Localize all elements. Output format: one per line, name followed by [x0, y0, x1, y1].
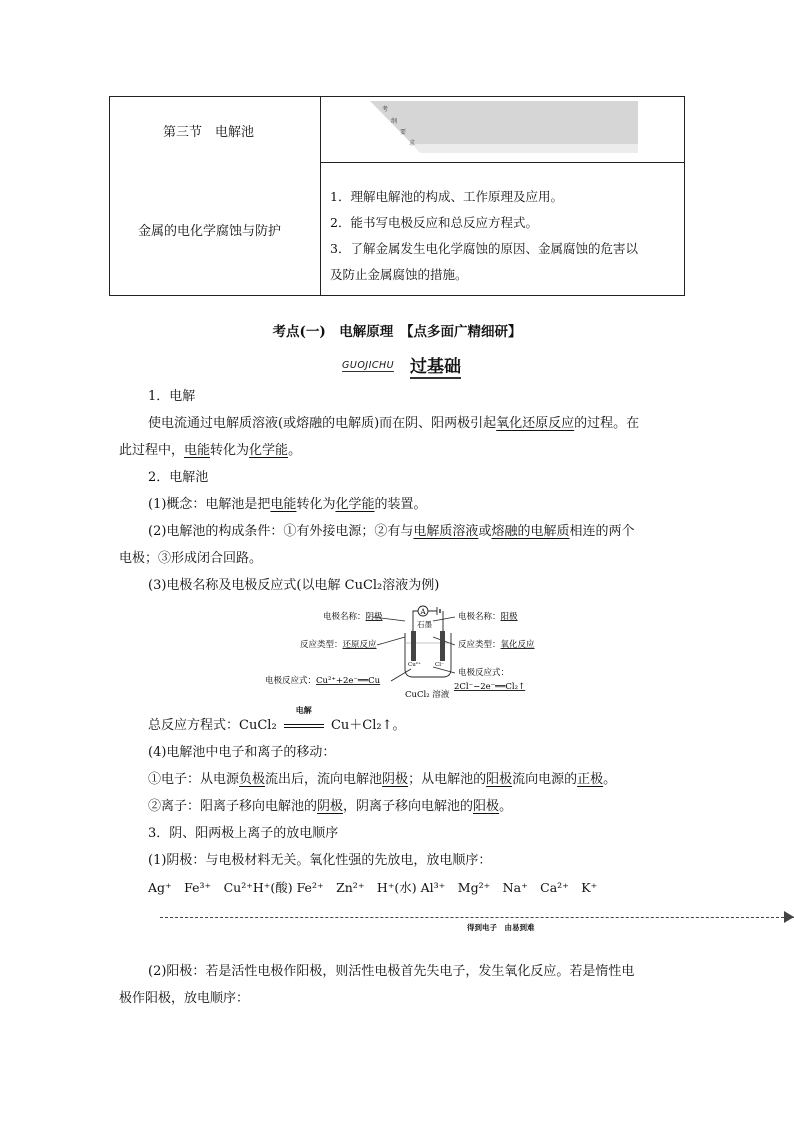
paragraph: (1)阴极：与电极材料无关。氧化性强的先放电，放电顺序： — [148, 853, 492, 868]
section-title: 第三节 电解池 — [163, 125, 255, 140]
arrow-head — [784, 911, 794, 923]
heading-1: 1．电解 — [148, 389, 196, 404]
requirement-item: 2．能书写电极反应和总反应方程式。 — [330, 215, 538, 230]
banner-char: 要 — [400, 129, 407, 136]
badge-pinyin: GUOJICHU — [342, 360, 395, 371]
requirement-item: 3．了解金属发生电化学腐蚀的原因、金属腐蚀的危害以 — [330, 241, 638, 256]
section-badge — [340, 352, 480, 377]
requirement-item: 及防止金属腐蚀的措施。 — [330, 267, 468, 282]
svg-text:反应类型：氧化反应: 反应类型：氧化反应 — [458, 640, 535, 650]
paragraph: (2)阳极：若是活性电极作阳极，则活性电极首先失电子，发生氧化反应。若是惰性电 — [148, 964, 635, 979]
svg-text:电极名称：阴极: 电极名称：阴极 — [323, 612, 383, 622]
section-subtitle: 金属的电化学腐蚀与防护 — [138, 224, 282, 239]
svg-text:2Cl⁻−2e⁻══Cl₂↑: 2Cl⁻−2e⁻══Cl₂↑ — [454, 682, 526, 692]
content-body — [119, 383, 679, 599]
svg-text:反应类型：还原反应: 反应类型：还原反应 — [300, 640, 377, 650]
banner-char: 求 — [409, 140, 416, 147]
svg-text:Cl⁻: Cl⁻ — [435, 662, 444, 668]
paragraph: (2)电解池的构成条件：①有外接电源；②有与电解质溶液或熔融的电解质相连的两个 — [148, 524, 635, 539]
content-body — [119, 958, 683, 1012]
heading-3: 3．阴、阳两极上离子的放电顺序 — [148, 826, 339, 841]
content-body — [119, 705, 679, 901]
equation-line: 总反应方程式：CuCl₂ 电解 Cu＋Cl₂↑。 — [119, 712, 679, 739]
paragraph: (3)电极名称及电极反应式(以电解 CuCl₂溶液为例) — [148, 578, 440, 593]
requirement-item: 1．理解电解池的构成、工作原理及应用。 — [330, 189, 563, 204]
heading-2: 2．电解池 — [148, 470, 209, 485]
paragraph: 电极；③形成闭合回路。 — [119, 551, 263, 566]
reaction-arrow: 电解 — [281, 712, 327, 739]
table-divider — [320, 162, 685, 163]
svg-text:电极反应式：Cu²⁺+2e⁻══Cu: 电极反应式：Cu²⁺+2e⁻══Cu — [265, 676, 381, 686]
svg-text:石墨: 石墨 — [417, 620, 432, 629]
arrow-line — [160, 917, 794, 918]
requirements-list — [330, 184, 680, 288]
electrolysis-diagram — [265, 603, 555, 703]
syllabus-banner — [370, 101, 638, 153]
paragraph: (4)电解池中电子和离子的移动： — [148, 745, 336, 760]
topic-heading: 考点(一) 电解原理 【点多面广精细研】 — [272, 324, 522, 340]
paragraph: (1)概念：电解池是把电能转化为化学能的装置。 — [148, 497, 427, 512]
paragraph: 极作阳极，放电顺序： — [119, 991, 250, 1006]
svg-text:A: A — [420, 608, 426, 616]
arrow-label: 得到电子 由易到难 — [467, 923, 535, 932]
table-divider — [320, 96, 321, 296]
badge-title: 过基础 — [410, 352, 461, 379]
banner-char: 纲 — [391, 118, 398, 125]
svg-text:Cu²⁺: Cu²⁺ — [408, 662, 421, 668]
paragraph: ②离子：阳离子移向电解池的阴极，阴离子移向电解池的阳极。 — [148, 799, 513, 814]
discharge-order: Ag⁺ Fe³⁺ Cu²⁺H⁺(酸) Fe²⁺ Zn²⁺ H⁺(水) Al³⁺ Mg²⁺ Na⁺ Ca²⁺ K⁺ — [148, 880, 598, 895]
paragraph: 使电流通过电解质溶液(或熔融的电解质)而在阴、阳两极引起氧化还原反应的过程。在 — [148, 416, 640, 431]
banner-char: 考 — [382, 106, 389, 113]
paragraph: ①电子：从电源负极流出后，流向电解池阴极；从电解池的阳极流向电源的正极。 — [148, 772, 617, 787]
svg-text:CuCl₂ 溶液: CuCl₂ 溶液 — [405, 690, 450, 700]
svg-text:电极名称：阳极: 电极名称：阳极 — [458, 612, 518, 622]
paragraph: 此过程中，电能转化为化学能。 — [119, 443, 302, 458]
svg-text:电极反应式：: 电极反应式： — [458, 668, 510, 678]
